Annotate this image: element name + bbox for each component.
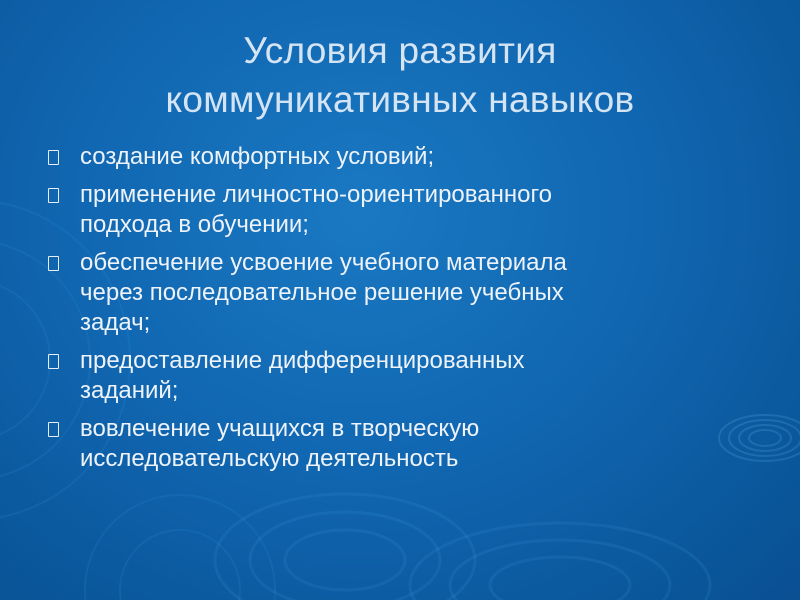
bullet-line: вовлечение учащихся в творческую [80,415,480,442]
bullet-line: применение личностно-ориентированного [80,181,553,208]
bullet-line: исследовательскую деятельность [80,445,459,472]
list-item [42,180,742,240]
empty-square-icon [48,256,59,271]
list-item [42,346,742,406]
bullet-text [80,180,742,240]
bullet-line: предоставление дифференцированных [80,347,525,374]
empty-square-icon [48,188,59,203]
list-item [42,414,742,474]
empty-square-icon [48,354,59,369]
bullet-line: подхода в обучении; [80,211,309,238]
bullet-line: задач; [80,309,151,336]
bullet-line: через последовательное решение учебных [80,279,564,306]
empty-square-icon [48,422,59,437]
bullet-text [80,346,742,406]
bullet-line: обеспечение усвоение учебного материала [80,249,567,276]
bullet-text [80,142,742,172]
list-item [42,248,742,338]
bullet-list [42,142,742,482]
bullet-text [80,414,742,474]
title-line-1: Условия развития [243,30,557,71]
bullet-line: создание комфортных условий; [80,143,435,170]
bullet-text [80,248,742,338]
empty-square-icon [48,150,59,165]
slide-title [0,26,800,124]
bullet-line: заданий; [80,377,179,404]
list-item [42,142,742,172]
title-line-2: коммуникативных навыков [165,79,635,120]
